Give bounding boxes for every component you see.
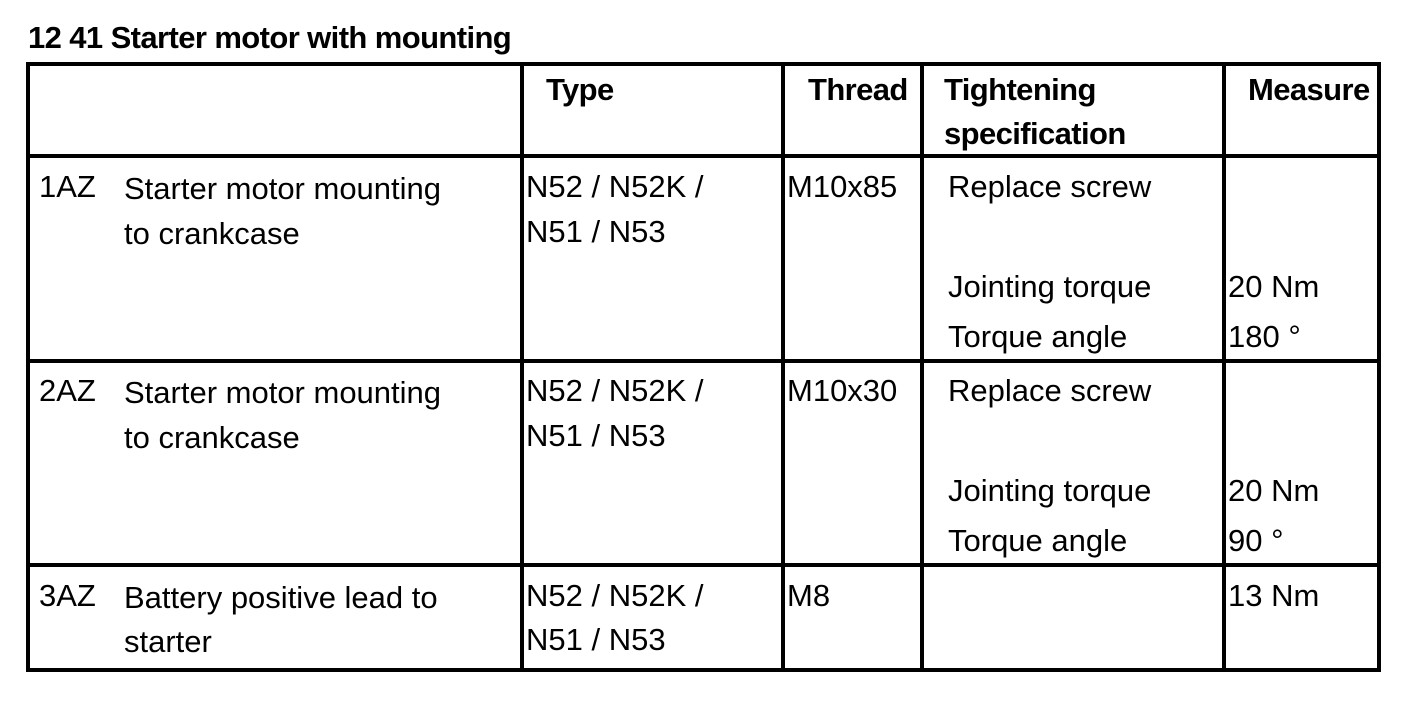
row-description-line1: Starter motor mounting — [124, 171, 442, 206]
row-type-line2: N51 / N53 — [526, 214, 666, 249]
header-measure: Measure — [1248, 72, 1370, 107]
row-thread: M8 — [787, 578, 831, 613]
row-type-line1: N52 / N52K / — [526, 169, 704, 204]
row-thread: M10x30 — [787, 373, 898, 408]
row-measure-line1: 13 Nm — [1228, 578, 1320, 613]
row-spec-line1: Replace screw — [948, 169, 1152, 204]
row-spec-line2: Jointing torque — [948, 269, 1152, 304]
row-measure-line3: 90 ° — [1228, 523, 1284, 558]
row-spec-line3: Torque angle — [948, 523, 1128, 558]
row-code: 2AZ — [39, 373, 96, 408]
row-spec-line1: Replace screw — [948, 373, 1152, 408]
header-type: Type — [546, 72, 614, 107]
row-code: 1AZ — [39, 169, 96, 204]
row-spec-line3: Torque angle — [948, 319, 1128, 354]
row-measure-line3: 180 ° — [1228, 319, 1301, 354]
table-row — [30, 567, 1377, 672]
row-type-line1: N52 / N52K / — [526, 578, 704, 613]
row-type-line1: N52 / N52K / — [526, 373, 704, 408]
table-row — [30, 158, 1377, 359]
row-description-line2: to crankcase — [124, 420, 300, 455]
header-row — [30, 66, 1377, 154]
row-spec-line2: Jointing torque — [948, 473, 1152, 508]
row-description-line1: Starter motor mounting — [124, 375, 442, 410]
row-measure-line2: 20 Nm — [1228, 473, 1320, 508]
spec-table — [26, 62, 1381, 672]
row-type-line2: N51 / N53 — [526, 622, 666, 657]
row-measure-line2: 20 Nm — [1228, 269, 1320, 304]
row-type-line2: N51 / N53 — [526, 418, 666, 453]
row-code: 3AZ — [39, 578, 96, 613]
row-description-line2: starter — [124, 624, 212, 659]
row-description-line1: Battery positive lead to — [124, 580, 438, 615]
row-description-line2: to crankcase — [124, 216, 300, 251]
header-spec-line1: Tightening — [944, 72, 1096, 107]
header-thread: Thread — [808, 72, 908, 107]
page-title: 12 41 Starter motor with mounting — [28, 20, 512, 55]
table-row — [30, 363, 1377, 563]
header-spec-line2: specification — [944, 116, 1126, 151]
row-thread: M10x85 — [787, 169, 898, 204]
